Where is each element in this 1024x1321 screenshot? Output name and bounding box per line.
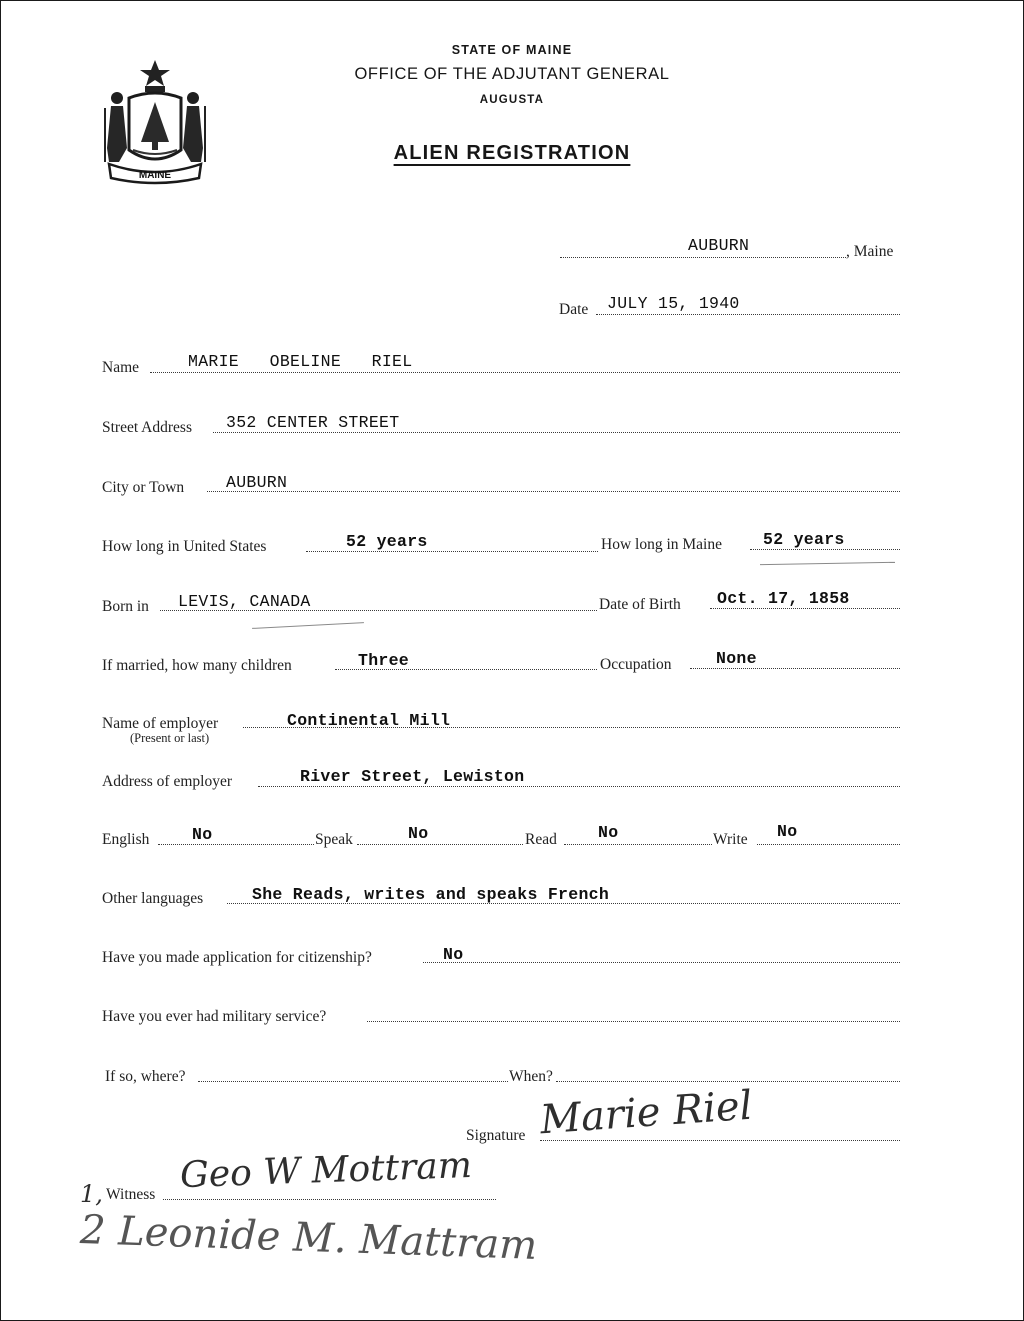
street-line	[213, 432, 900, 433]
write-label: Write	[713, 831, 748, 848]
place-suffix: , Maine	[846, 243, 894, 260]
speak-label: Speak	[315, 831, 353, 848]
witness-number: 1,	[80, 1180, 103, 1208]
street-label: Street Address	[102, 419, 192, 436]
maine-label: How long in Maine	[601, 536, 722, 553]
header-city: AUGUSTA	[479, 94, 545, 106]
date-value: JULY 15, 1940	[607, 294, 740, 313]
write-line	[757, 844, 900, 845]
employer-value: Continental Mill	[287, 711, 451, 730]
read-value: No	[598, 823, 619, 842]
born-value: LEVIS, CANADA	[178, 592, 311, 611]
employer-address-value: River Street, Lewiston	[300, 767, 525, 786]
second-witness-handwriting: 2 Leonide M. Mattram	[79, 1207, 538, 1269]
header-office: OFFICE OF THE ADJUTANT GENERAL	[354, 65, 670, 83]
occupation-line	[690, 668, 900, 669]
employer-label: Name of employer	[102, 715, 219, 732]
occupation-value: None	[716, 649, 757, 668]
speak-line	[357, 844, 523, 845]
read-label: Read	[525, 831, 557, 848]
english-value: No	[192, 825, 213, 844]
signature-line	[540, 1140, 900, 1141]
signature-handwriting: Marie Riel	[538, 1082, 754, 1144]
name-label: Name	[102, 359, 140, 376]
us-label: How long in United States	[102, 538, 267, 555]
citizenship-label: Have you made application for citizenship?	[102, 949, 372, 966]
where-label: If so, where?	[105, 1068, 186, 1085]
employer-address-label: Address of employer	[102, 773, 232, 790]
city-value: AUBURN	[226, 473, 288, 492]
children-value: Three	[358, 651, 410, 670]
maine-value: 52 years	[763, 530, 845, 549]
languages-value: She Reads, writes and speaks French	[252, 885, 610, 904]
witness-label: Witness	[106, 1186, 156, 1203]
witness-handwriting: Geo W Mottram	[179, 1144, 473, 1197]
street-value: 352 CENTER STREET	[226, 413, 400, 432]
citizenship-line	[423, 962, 900, 963]
us-value: 52 years	[346, 532, 428, 551]
dob-value: Oct. 17, 1858	[717, 589, 850, 608]
children-label: If married, how many children	[102, 657, 292, 674]
header-state: STATE OF MAINE	[451, 43, 573, 57]
date-label: Date	[559, 301, 589, 318]
date-line	[596, 314, 900, 315]
signature-label: Signature	[466, 1127, 526, 1144]
speak-value: No	[408, 824, 429, 843]
read-line	[564, 844, 712, 845]
svg-text:MAINE: MAINE	[138, 170, 172, 181]
witness-line	[163, 1199, 496, 1200]
military-label: Have you ever had military service?	[102, 1008, 327, 1025]
maine-line	[750, 549, 900, 550]
when-line	[556, 1081, 900, 1082]
write-value: No	[777, 822, 798, 841]
dob-line	[710, 608, 900, 609]
city-label: City or Town	[102, 479, 185, 496]
name-line	[150, 372, 900, 373]
languages-label: Other languages	[102, 890, 204, 907]
citizenship-value: No	[443, 945, 464, 964]
us-line	[306, 551, 598, 552]
english-label: English	[102, 831, 150, 848]
born-label: Born in	[102, 598, 149, 615]
dob-label: Date of Birth	[599, 596, 681, 613]
place-value: AUBURN	[688, 236, 750, 255]
occupation-label: Occupation	[600, 656, 672, 673]
city-line	[207, 491, 900, 492]
place-line	[560, 257, 846, 258]
military-line	[367, 1021, 900, 1022]
form-title: ALIEN REGISTRATION	[393, 142, 631, 164]
where-line	[198, 1081, 508, 1082]
when-label: When?	[509, 1068, 553, 1085]
english-line	[158, 844, 314, 845]
name-value: MARIE OBELINE RIEL	[188, 352, 413, 371]
employer-address-line	[258, 786, 900, 787]
employer-sublabel: (Present or last)	[130, 731, 210, 745]
